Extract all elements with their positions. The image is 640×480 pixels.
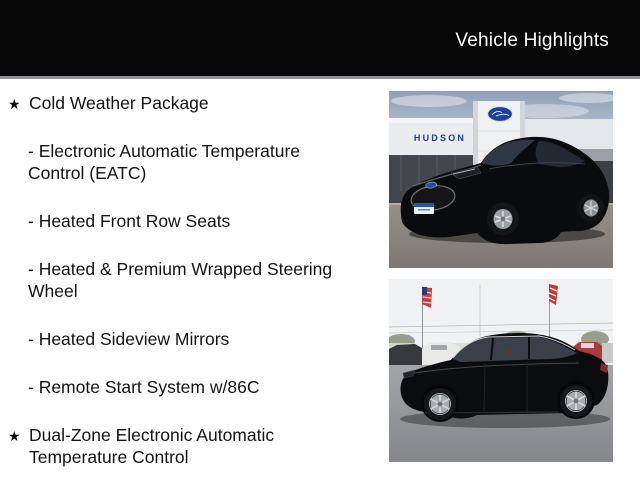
- ford-oval-logo: [488, 107, 513, 122]
- star-bullet-icon: ★: [8, 428, 21, 444]
- list-item-line: - Electronic Automatic Temperature: [28, 141, 301, 161]
- page-title: Vehicle Highlights: [455, 30, 609, 51]
- highlights-list: [8, 92, 354, 480]
- list-item: [8, 376, 354, 398]
- photo-side-exterior: [389, 279, 613, 462]
- side-photo-illustration: [389, 279, 613, 462]
- dark-pickup: [389, 344, 422, 366]
- header-divider: [0, 76, 640, 79]
- list-item-line: Wheel: [28, 281, 78, 301]
- list-item-line: Dual-Zone Electronic Automatic: [29, 425, 275, 445]
- list-item-line: - Heated & Premium Wrapped Steering: [28, 259, 333, 279]
- front-photo-illustration: [389, 91, 613, 268]
- dealer-plate: [414, 203, 434, 214]
- rear-wheel: [578, 194, 604, 222]
- list-item-line: - Remote Start System w/86C: [28, 377, 260, 397]
- rear-wheel: [560, 385, 592, 417]
- header-bar: [0, 0, 640, 76]
- list-item: [8, 258, 354, 302]
- list-item: [8, 424, 354, 468]
- hudson-sign: HUDSON: [413, 133, 467, 143]
- list-item: [8, 140, 354, 184]
- list-item: [8, 210, 354, 232]
- list-item-line: - Heated Sideview Mirrors: [28, 329, 230, 349]
- list-item: [8, 328, 354, 350]
- list-item: [8, 92, 354, 114]
- list-item-line: Control (EATC): [28, 163, 147, 183]
- list-item-line: - Heated Front Row Seats: [28, 211, 231, 231]
- star-bullet-icon: ★: [8, 96, 21, 112]
- front-wheel: [487, 203, 519, 236]
- list-item-line: Cold Weather Package: [29, 93, 209, 113]
- front-wheel: [424, 388, 456, 420]
- list-item-line: Temperature Control: [29, 447, 189, 467]
- photo-front-exterior: [389, 91, 613, 268]
